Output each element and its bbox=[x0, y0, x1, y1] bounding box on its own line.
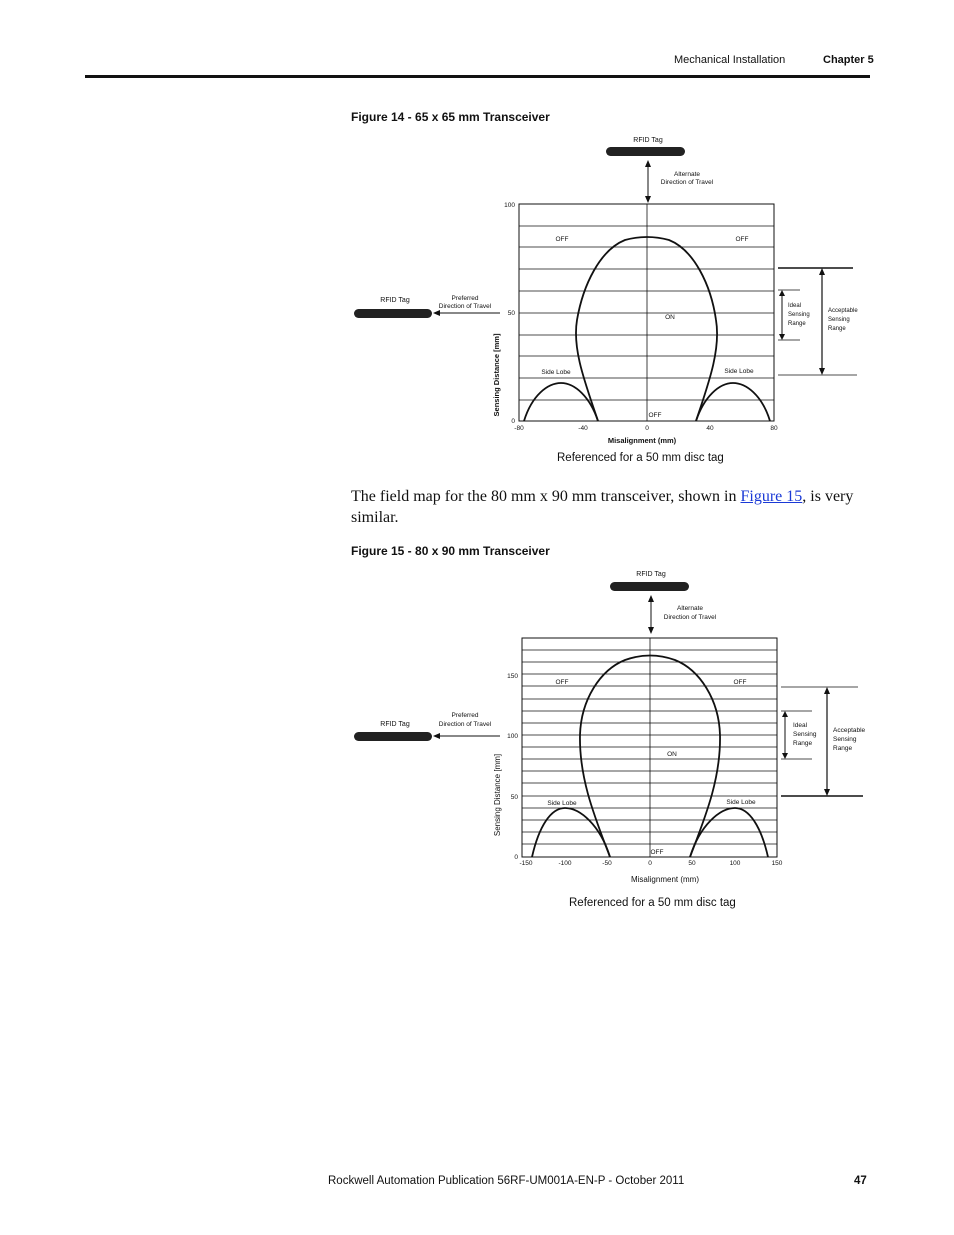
fig15-preferred-label-2: Direction of Travel bbox=[438, 721, 492, 728]
fig15-acceptable-label-2: Sensing bbox=[833, 736, 857, 743]
fig15-off-right: OFF bbox=[733, 679, 747, 686]
fig14-x-tick-0: 0 bbox=[645, 425, 649, 432]
fig15-rfid-tag-top-icon bbox=[610, 582, 689, 591]
fig14-main-lobe bbox=[576, 237, 717, 421]
fig15-ideal-label-3: Range bbox=[793, 740, 813, 747]
fig14-alternate-label-2: Direction of Travel bbox=[660, 179, 714, 186]
fig15-alternate-arrowhead-down bbox=[648, 627, 654, 634]
fig15-y-tick-0: 0 bbox=[514, 854, 518, 861]
running-header-section: Mechanical Installation bbox=[674, 54, 786, 66]
fig14-alternate-arrowhead-down bbox=[645, 196, 651, 203]
fig15-side-lobe-left-label: Side Lobe bbox=[547, 800, 577, 807]
fig14-ideal-arrowhead-down bbox=[779, 334, 785, 340]
figure-14-title: Figure 14 - 65 x 65 mm Transceiver bbox=[351, 110, 550, 124]
running-header-chapter bbox=[823, 54, 874, 66]
figure-15-caption: Referenced for a 50 mm disc tag bbox=[569, 897, 736, 909]
fig15-ideal-label-2: Sensing bbox=[793, 731, 817, 738]
fig15-acceptable-arrowhead-up bbox=[824, 687, 830, 694]
fig14-ideal-label-1: Ideal bbox=[788, 303, 802, 309]
fig14-x-axis-label: Misalignment (mm) bbox=[607, 436, 677, 445]
fig15-x-tick-50: 50 bbox=[688, 860, 696, 867]
footer-publication: Rockwell Automation Publication 56RF-UM001A-EN-P - October 2011 bbox=[328, 1175, 685, 1187]
page-number: 47 bbox=[854, 1175, 867, 1187]
fig14-ideal-arrowhead-up bbox=[779, 290, 785, 296]
footer-page-number bbox=[854, 1175, 867, 1187]
fig15-ideal-label-1: Ideal bbox=[793, 722, 808, 729]
fig15-acceptable-arrowhead-down bbox=[824, 789, 830, 796]
fig15-rfid-tag-top-label: RFID Tag bbox=[636, 571, 666, 578]
fig15-y-tick-150: 150 bbox=[507, 673, 518, 680]
fig14-on: ON bbox=[665, 314, 675, 321]
fig14-rfid-tag-top-icon bbox=[606, 147, 685, 156]
fig15-off-bottom: OFF bbox=[650, 849, 664, 856]
fig15-y-axis-label: Sensing Distance [mm] bbox=[493, 753, 502, 837]
body-paragraph bbox=[351, 486, 871, 528]
fig14-y-axis-label: Sensing Distance [mm] bbox=[492, 333, 501, 417]
fig15-preferred-arrowhead bbox=[433, 733, 440, 739]
fig15-acceptable-label-1: Acceptable bbox=[833, 727, 866, 734]
fig14-side-lobe-right-label: Side Lobe bbox=[724, 368, 754, 375]
chapter-label: Chapter 5 bbox=[823, 54, 874, 66]
fig15-x-axis-label: Misalignment (mm) bbox=[630, 875, 700, 884]
fig14-preferred-arrowhead bbox=[433, 310, 440, 316]
fig15-x-tick-150: 150 bbox=[771, 860, 783, 867]
fig15-alternate-label-1: Alternate bbox=[676, 605, 704, 612]
fig14-x-tick-40: 40 bbox=[706, 425, 714, 432]
fig14-x-tick-neg40: -40 bbox=[578, 425, 588, 432]
fig15-rfid-tag-left-label: RFID Tag bbox=[380, 721, 410, 728]
fig15-gridlines bbox=[522, 638, 777, 857]
fig15-side-lobe-right bbox=[690, 808, 768, 857]
fig15-x-tick-neg150: -150 bbox=[519, 860, 533, 867]
fig14-rfid-tag-top-label: RFID Tag bbox=[633, 137, 663, 144]
fig15-acceptable-label-3: Range bbox=[833, 745, 853, 752]
fig15-off-left: OFF bbox=[555, 679, 569, 686]
fig14-off-right: OFF bbox=[735, 236, 749, 243]
fig14-x-tick-80: 80 bbox=[770, 425, 778, 432]
fig15-x-tick-100: 100 bbox=[729, 860, 741, 867]
fig14-acceptable-label-1: Acceptable bbox=[828, 308, 858, 314]
fig15-alternate-arrowhead-up bbox=[648, 595, 654, 602]
fig14-acceptable-arrowhead-down bbox=[819, 368, 825, 375]
fig14-off-bottom: OFF bbox=[648, 412, 662, 419]
fig14-rfid-tag-left-icon bbox=[354, 309, 432, 318]
fig14-rfid-tag-left-label: RFID Tag bbox=[380, 297, 410, 304]
fig14-preferred-label-1: Preferred bbox=[451, 295, 479, 302]
fig14-ideal-label-3: Range bbox=[788, 321, 806, 327]
fig14-ideal-label-2: Sensing bbox=[788, 312, 810, 318]
figure-15-field-map bbox=[340, 565, 880, 890]
fig14-acceptable-arrowhead-up bbox=[819, 268, 825, 275]
fig14-y-tick-100: 100 bbox=[504, 202, 515, 209]
paragraph-text-before: The field map for the 80 mm x 90 mm transceiver, shown in bbox=[351, 488, 741, 505]
fig15-side-lobe-left bbox=[532, 808, 610, 857]
fig15-y-tick-50: 50 bbox=[510, 794, 518, 801]
fig14-side-lobe-left-label: Side Lobe bbox=[541, 369, 571, 376]
fig15-alternate-label-2: Direction of Travel bbox=[663, 614, 717, 621]
header-rule bbox=[85, 75, 870, 78]
fig15-x-tick-neg50: -50 bbox=[602, 860, 612, 867]
fig15-on: ON bbox=[667, 751, 677, 758]
fig15-rfid-tag-left-icon bbox=[354, 732, 432, 741]
paragraph-text-after: , is very similar. bbox=[351, 488, 854, 526]
fig14-acceptable-label-3: Range bbox=[828, 326, 846, 332]
fig15-ideal-arrowhead-up bbox=[782, 711, 788, 717]
fig14-y-tick-0: 0 bbox=[511, 418, 515, 425]
fig15-plot-frame bbox=[522, 638, 777, 857]
figure-14-caption: Referenced for a 50 mm disc tag bbox=[557, 452, 724, 464]
fig14-preferred-label-2: Direction of Travel bbox=[438, 303, 492, 310]
fig14-alternate-label-1: Alternate bbox=[673, 171, 701, 178]
fig14-off-left: OFF bbox=[555, 236, 569, 243]
fig14-acceptable-label-2: Sensing bbox=[828, 317, 850, 323]
figure-15-link[interactable]: Figure 15 bbox=[740, 488, 803, 505]
fig14-x-tick-neg80: -80 bbox=[514, 425, 524, 432]
fig14-y-tick-50: 50 bbox=[507, 310, 515, 317]
fig15-side-lobe-right-label: Side Lobe bbox=[726, 799, 756, 806]
fig14-alternate-arrowhead-up bbox=[645, 160, 651, 167]
fig15-ideal-arrowhead-down bbox=[782, 753, 788, 759]
figure-15-title: Figure 15 - 80 x 90 mm Transceiver bbox=[351, 544, 550, 558]
figure-14-field-map bbox=[340, 130, 880, 450]
fig15-x-tick-neg100: -100 bbox=[558, 860, 572, 867]
fig15-y-tick-100: 100 bbox=[507, 733, 518, 740]
fig15-x-tick-0: 0 bbox=[648, 860, 652, 867]
fig15-preferred-label-1: Preferred bbox=[451, 712, 479, 719]
